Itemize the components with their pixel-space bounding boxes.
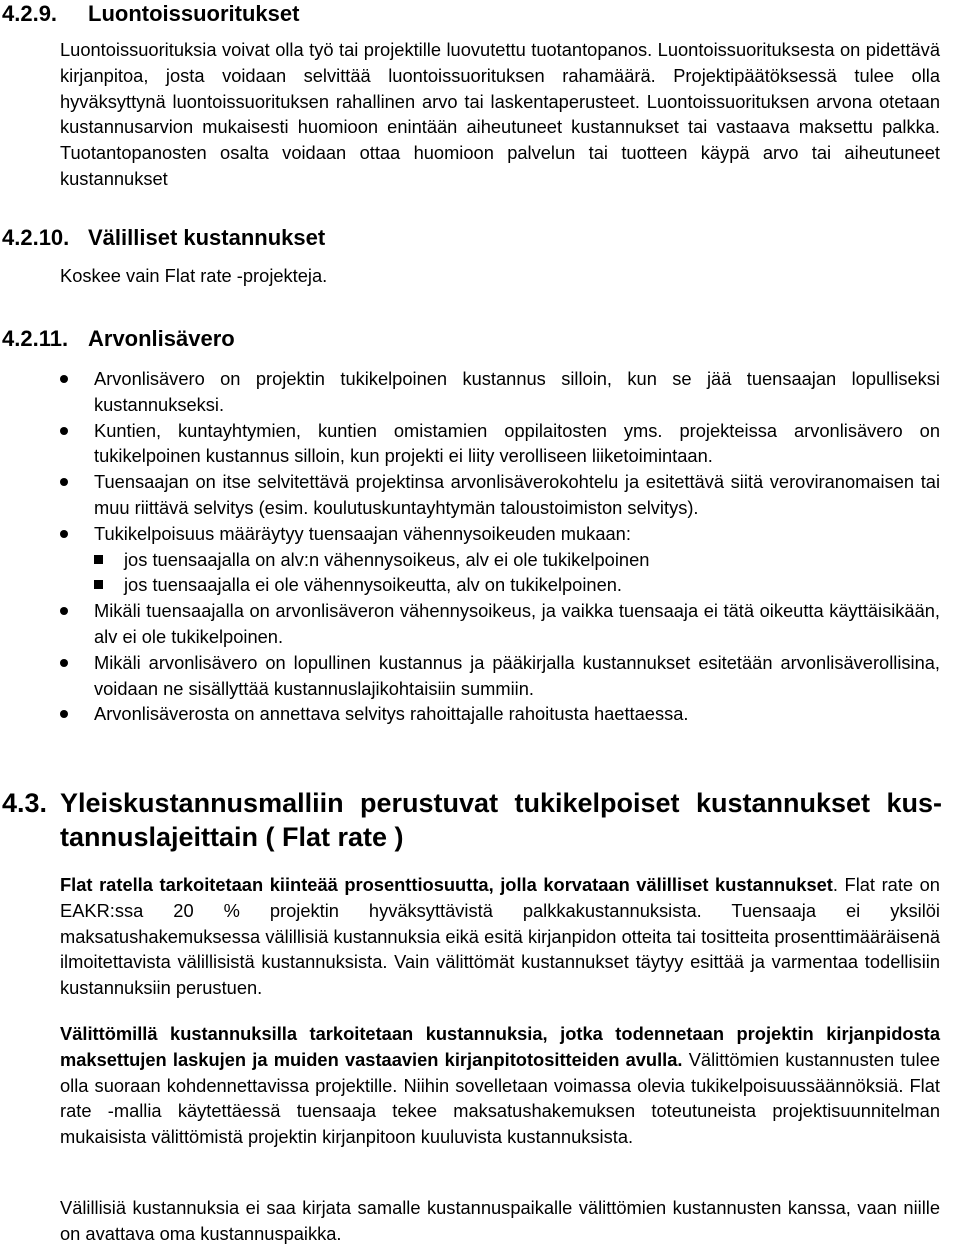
bullet-dot xyxy=(60,375,68,383)
list-item: Mikäli arvonlisävero on lopullinen kustannus ja pääkirjalla kustannukset esitetään arvonlisäverollisina, voidaan ne sisällyttää kustannuslajikohtaisiin summiin. xyxy=(60,650,940,702)
section-heading-4-2-11 xyxy=(2,326,235,352)
list-item: Kuntien, kuntayhtymien, kuntien omistamien oppilaitosten yms. projekteissa arvonlisävero on tukikelpoinen kustannus silloin, kun projekti ei liity verolliseen liiketoimintaan. xyxy=(60,418,940,470)
bullet-dot xyxy=(60,607,68,615)
bullet-dot xyxy=(60,427,68,435)
bullet-dot xyxy=(60,530,68,538)
section-title: Välilliset kustannukset xyxy=(88,225,326,250)
list-item: Arvonlisävero on projektin tukikelpoinen kustannus silloin, kun se jää tuensaajan lopulliseksi kustannukseksi. xyxy=(60,366,940,418)
list-item: Mikäli tuensaajalla on arvonlisäveron vähennysoikeus, ja vaikka tuensaaja ei tätä oikeutta käyttäisikään, alv ei ole tukikelpoinen. xyxy=(60,598,940,650)
section-heading-4-2-9 xyxy=(2,1,299,27)
bullet-list-arvonlisavero xyxy=(60,366,940,727)
section-number: 4.2.9. xyxy=(2,1,58,26)
sub-bullet-list xyxy=(94,547,940,599)
paragraph-kustannuspaikka: Välillisiä kustannuksia ei saa kirjata samalle kustannuspaikalle välittömien kustannusten kanssa, vaan niille on avattava oma kustannuspaikka. xyxy=(60,1197,940,1244)
section-title: Luontoissuoritukset xyxy=(88,1,300,26)
square-bullet-icon xyxy=(94,580,103,589)
paragraph-valittomat: Välittömillä kustannuksilla tarkoitetaan kustannuksia, jotka todennetaan projektin kirjanpidosta maksettujen laskujen ja muiden vastaavien kirjanpitotositteiden avulla. Välittömien kustannusten tulee olla suoraan kohdennettavissa projektille. Niihin sovelletaan voimassa olevia tukikelpoisuussäännöksiä. Flat rate -mallia käytettäessä tuensaaja tekee maksatushakemuksen toteutuneista projektisuunnitelman mukaisista välittömistä projektin kirjanpitoon kuuluvista kustannuksista. xyxy=(60,1023,940,1148)
section-number: 4.2.10. xyxy=(2,225,70,250)
paragraph-flat-rate: Flat ratella tarkoitetaan kiinteää prosenttiosuutta, jolla korvataan välilliset kustannukset. Flat rate on EAKR:ssa 20 % projektin hyväksyttävistä palkkakustannuksista. Tuensaaja ei yksilöi maksatushakemuksessa välillisiä kustannuksia eikä esitä kirjanpidon otteita tai tositteita prosenttimääräisenä ilmoitettavista välillisistä kustannuksista. Vain välittömät kustannukset täytyy esittää ja varmentaa todellisiin kustannuksiin perustuen. xyxy=(60,874,940,999)
section-number: 4.3. xyxy=(2,788,48,818)
list-item: Tukikelpoisuus määräytyy tuensaajan vähennysoikeuden mukaan: jos tuensaajalla on alv:n vähennysoikeus, alv ei ole tukikelpoinen jos tuensaajalla ei ole vähennysoikeutta, alv on tukikelpoinen. xyxy=(60,521,940,598)
bullet-dot xyxy=(60,659,68,667)
section-heading-4-2-10 xyxy=(2,225,325,251)
list-item: Tuensaajan on itse selvitettävä projektinsa arvonlisäverokohtelu ja esitettävä siitä veroviranomaisen tai muu riittävä selvitys (esim. koulutuskuntayhtymän taloustoimiston selvitys). xyxy=(60,469,940,521)
section-title: Arvonlisävero xyxy=(88,326,235,351)
emphasis-text: Flat ratella tarkoitetaan kiinteää prosenttiosuutta, jolla korvataan välilliset kustannukset xyxy=(60,874,833,895)
emphasis-text: Välittömillä kustannuksilla tarkoitetaan kustannuksia, jotka todennetaan projektin kirjanpidosta maksettujen laskujen ja muiden vastaavien kirjanpitotositteiden avulla. xyxy=(60,1023,940,1070)
square-bullet-icon xyxy=(94,555,103,564)
section-number: 4.2.11. xyxy=(2,326,69,351)
bullet-dot xyxy=(60,478,68,486)
paragraph-luontoissuoritukset: Luontoissuorituksia voivat olla työ tai projektille luovutettu tuotantopanos. Luontoissuorituksesta on pidettävä kirjanpitoa, josta voidaan selvittää luontoissuorituksen rahamäärä. Projektipäätöksessä tulee olla hyväksyttynä luontoissuorituksen rahallinen arvo tai laskentaperusteet. Luontoissuorituksen arvona otetaan kustannusarvion mukaisesti huomioon enintään aiheutuneet kustannukset tai vastaava maksettu palkka. Tuotantopanosten osalta voidaan ottaa huomioon palvelun tai tuotteen käypä arvo tai aiheutuneet kustannukset xyxy=(60,39,940,189)
section-title: Yleiskustannusmalliin perustuvat tukikelpoiset kustannukset kustannuslajeittain ( Flat rate ) xyxy=(60,788,942,852)
sub-list-item: jos tuensaajalla ei ole vähennysoikeutta, alv on tukikelpoinen. xyxy=(94,572,940,598)
section-heading-4-3 xyxy=(2,786,942,854)
bullet-dot xyxy=(60,710,68,718)
paragraph-valilliset: Koskee vain Flat rate -projekteja. xyxy=(60,265,328,286)
list-item: Arvonlisäverosta on annettava selvitys rahoittajalle rahoitusta haettaessa. xyxy=(60,701,940,727)
sub-list-item: jos tuensaajalla on alv:n vähennysoikeus, alv ei ole tukikelpoinen xyxy=(94,547,940,573)
